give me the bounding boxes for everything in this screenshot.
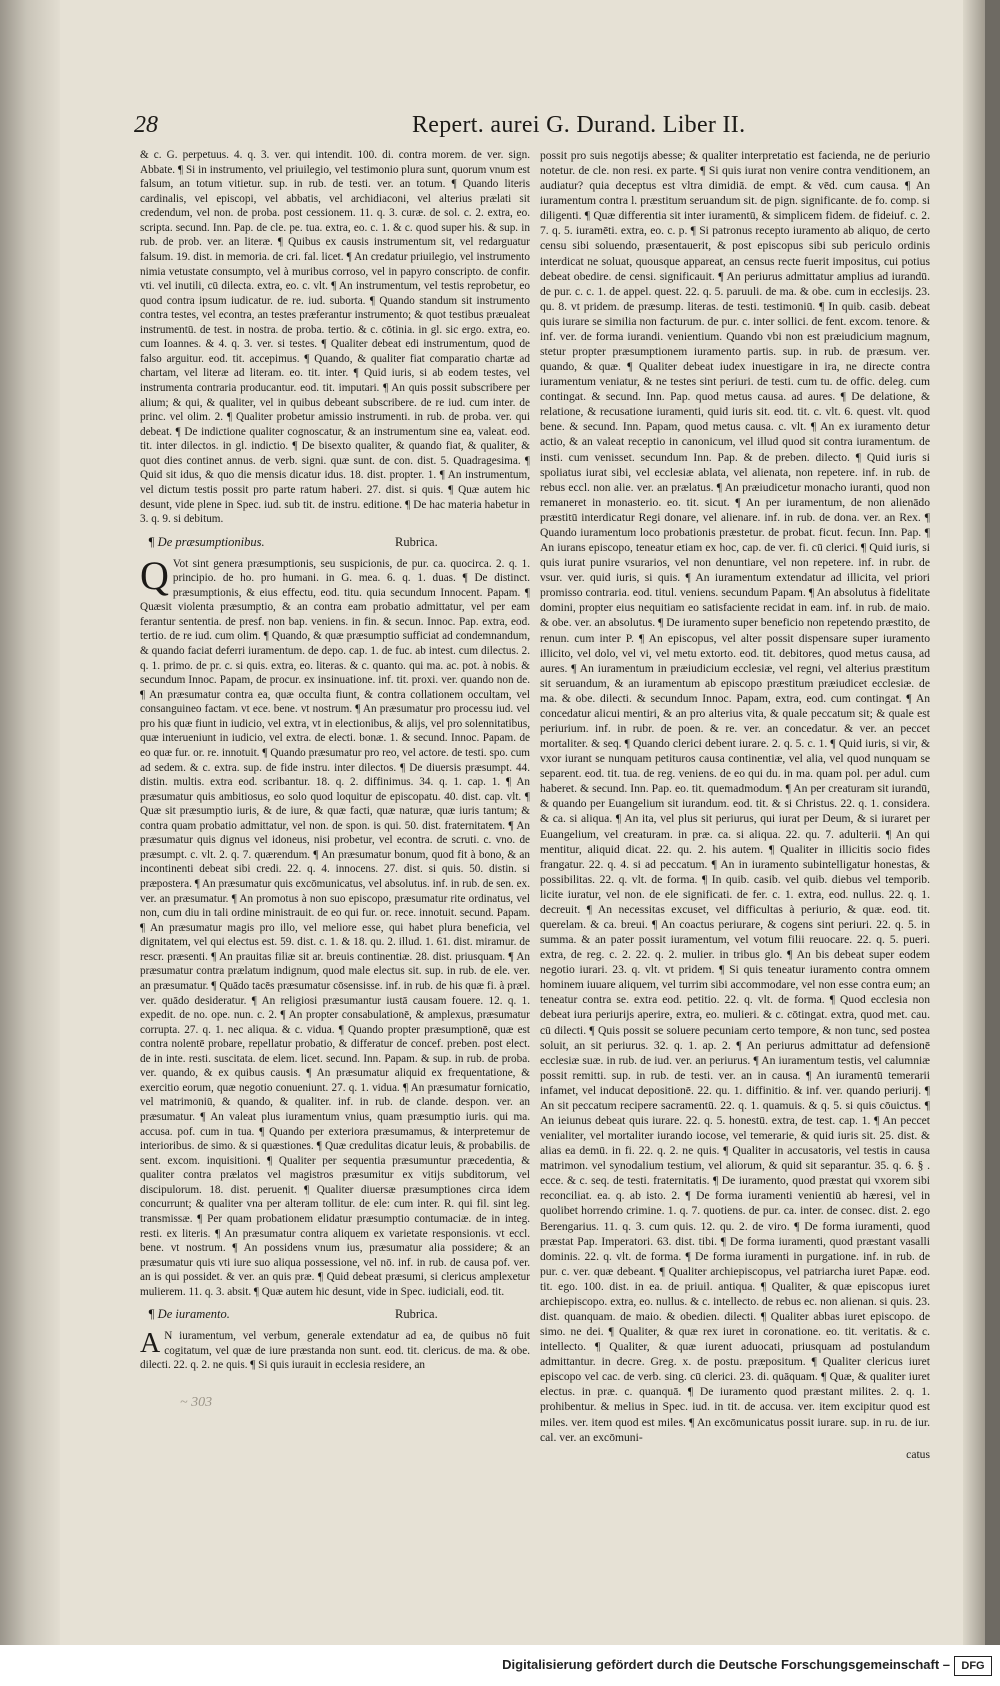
book-edge-right [963, 0, 985, 1645]
paragraph-instrumenta-end: & c. G. perpetuus. 4. q. 3. ver. qui intendit. 100. di. contra morem. de ver. sign. Abbate. ¶ Si in instrumento, vel priuilegio, vel testimonio plura sunt, quorum vnum est falsum, an totum vitietur. sup. in rub. de testi. ver. an totum. ¶ Quando literis cardinalis, vel episcopi, vel abbatis, vel archidiaconi, vel alterius prælati sit credendum, vel non. de proba. post cessionem. 11. q. 3. curæ. de sol. c. 2. extra, eo. scripta. secund. Inn. Pap. de cle. pe. tua. extra, eo. c. 1. & c. quod super his. & sup. in rub. de prob. ver. an literæ. ¶ Quibus ex causis instrumentum sit, vel redarguatur falsum. 19. dist. in memoria. de cri. fal. licet. ¶ An credatur priuilegio, vel instrumento nimia vetustate consumpto, vel à muribus corroso, vel in papyro conscripto. de confir. vti. vel inutili, cū dilecta. extra, eo. c. vlt. ¶ An instrumentum, vel testis reprobetur, eo quod contra ipsum iudicatur. de re. iud. suborta. ¶ Quando standum sit instrumento contra testes, vel econtra, an testes præferantur instrumento; & quot testibus præualeat instrumentū. de test. in nostra. de proba. tertio. & c. cōtinia. in gl. sic ergo. extra, eo. cum Ioannes. & 4. q. 3. ver. si testes. ¶ Qualiter debeat edi instrumentum, quod de falso arguitur. eod. tit. accepimus. ¶ Quando, & qualiter fiat comparatio chartæ ad chartam, vel literæ ad literam. eo. tit. inter. ¶ Quid iuris, si ab eodem testes, vel instrumenta contraria producantur. eod. tit. imputari. ¶ An quis possit subscribere per alium; & qui, & qualiter, vel in quibus debeant subscribere. de re iud. cum inter. de princ. vel olim. 2. ¶ Qualiter probetur amissio instrumenti. in rub. de proba. ver. qui debeat. ¶ De indictione qualiter cognoscatur, & an instrumentum sine ea, valeat. eod. tit. inter dilectos. in gl. indictio. ¶ De bisexto qualiter, & quando fiat, & qualiter, & quot dies continet annus. de verb. signi. quæ sunt. de con. dist. 5. Quadragesima. ¶ Quid sit idus, & quo die mensis dicatur idus. 18. dist. propter. 1. ¶ An instrumentum, vel dictum testis possit pro parte ratum haberi. 27. dist. si quis. ¶ Quæ autem hic desunt, vide plene in Spec. iud. sub tit. de instru. editione. ¶ De hac materia habetur in 3. q. 9. si debitum. [140, 149, 530, 526]
running-title: Repert. aurei G. Durand. Liber II. [412, 112, 746, 138]
rubric-title: ¶ De præsumptionibus. [148, 534, 265, 549]
folio-number: 28 [134, 112, 158, 138]
text-column-right [540, 148, 930, 1518]
paragraph-praesumptionibus [140, 552, 530, 1300]
rubric-title: ¶ De iuramento. [148, 1307, 230, 1322]
drop-capital: A [140, 1328, 161, 1360]
digitization-footer [0, 1645, 1000, 1686]
paragraph-text: Vot sint genera præsumptionis, seu suspicionis, de pur. ca. quocirca. 2. q. 1. principio. de ho. pro humani. in G. mea. 6. q. 1. duas. ¶ De distinct. præsumptionis, & eius effectu, eod. titu. quia secundum Innocent. Papam. ¶ Quæsit violenta præsumptio, & an contra eam probatio admittatur, vel per eam ferantur sententia. de presf. non bap. veniens. in fin. & secun. Innoc. Pap. extra, eod. tertio. de re iud. cum olim. ¶ Quando, & quæ præsumptio sufficiat ad condemnandum, & quando faciat deferri iuramentum. de depo. cap. 1. de fuc. ab intest. cum dilectus. 2. q. 1. primo. de pr. c. si quis. extra, eo. literas. & c. quanto. qui ma. ac. pot. à nobis. & secundum Innoc. Papam, de procur. ex insinuatione. inf. tit. proxi. ver. quando non de. ¶ An præsumatur contra ea, quæ occulta fiunt, & contra collationem occultam, vel consanguineo factam. vt ece. bene. vt nostrum. ¶ An præsumatur pro processu iud. vel pro his quæ fiunt in iudicio, vel extra, vt in electionibus, & alijs, vel pro solennitatibus, quæ interueniunt in iudicio, vel extra. de electi. bonæ. 1. & secund. Innoc. Papam. de eo quæ fur. or. re. innotuit. ¶ Quando præsumatur pro reo, vel actore. de testi. spo. cum ad sedem. & c. extra. sup. de fide instru. inter dilectos. ¶ De diuersis præsumpt. 44. distin. multis. extra eod. scribantur. 18. q. 2. diffinimus. 34. q. 1. cap. 1. ¶ An præsumatur quis ambitiosus, eo solo quod loquitur de episcopatu. 40. dist. cap. vlt. ¶ Quæ sit præsumptio iuris, & de iure, & quæ facti, quæ naturæ, quæ iuris tantum; & contra quam probatio admittatur, vel non. de spon. is qui. 50. dist. fraternitatem. ¶ An præsumatur quis dignus vel idoneus, nisi probetur, vel econtra. de scruti. c. vno. de præsumpt. c. vlt. 2. q. 7. quærendum. ¶ An præsumatur bonum, quod fit à bono, & an incontinenti debeat sibi credi. 22. q. 4. innocens. 27. dist. si quis. 50. distin. si præpostera. ¶ An præsumatur quis excōmunicatus, vel absolutus. inf. in rub. de sen. ex. ver. an præsumatur. ¶ An promotus à non suo episcopo, præsumatur rite ordinatus, vel non, cum diu in tali ordine ministrauit. de eo qui fur. or. rece. innotuit. secund. Papam. ¶ An præsumatur magis pro illo, vel meliore esse, qui habet plura beneficia, vel dignitatem, vel qui electus est. 59. dist. c. 1. & 18. qu. 2. illud. 1. 61. dist. miramur. de rescr. præsenti. ¶ An prauitas filiæ sit ar. breuis continentiæ. 28. dist. priusquam. ¶ An præsumatur contra prælatum indignum, quod male electus sit. sup. in rub. de ele. ver. an præsumatur. ¶ Quādo tacēs præsumatur cōsensisse. inf. in rub. de his quæ fi. à præl. ver. quādo desideratur. ¶ An religiosi præsumantur iustā causam fouere. 12. q. 1. expedit. de no. ope. nun. c. 2. ¶ An propter consabulationē, & amplexus, præsumatur corrupta. 27. q. 1. nec aliqua. & c. vidua. ¶ Quando propter præsumptionē, quæ est contra nolentē probare, repellatur probatio, & differatur de concef. preben. post elect. de in inte. resti. suscitata. de elem. licet. secund. Inn. Papam. & sup. in rub. de proba. ver. quando, & ex quibus causis. ¶ An præsumatur aliquid ex frequentatione, & exercitio eorum, quæ negotio conueniunt. 27. q. 1. vidua. ¶ An præsumatur fornicatio, vel matrimoniū, & quando, & qualiter. inf. in rub. de clande. despon. ver. an præsumatur. ¶ An valeat plus iuramentum vnius, quam præsumptio iuris. qui ma. accusa. pof. cum in tua. ¶ Quando per exteriora præsumamus, & interpretemur de interioribus. de simo. & si quæstiones. ¶ Quæ credulitas dicatur leuis, & probabilis. de sent. excom. inquisitioni. ¶ Qualiter per sequentia præsumuntur præcedentia, & qualiter contra prælatos vel magistros præsumitur ex vitijs subditorum, vel discipulorum. 18. dist. peruenit. ¶ Qualiter diuersæ præsumptiones circa idem concurrunt; & qualiter vna per alteram tollitur. de ele: cum inter. R. qui fil. sint leg. transmissæ. ¶ Per quam probationem elidatur præsumptio contumaciæ. de in integ. resti. ex literis. ¶ An præsumatur contra aliquem ex varietate responsionis. vt eccl. bene. vt nostrum. ¶ An possidens vnum ius, præsumatur alia possidere; & an præsumatur quis vti iure suo aliqua possessione, vel nō. inf. in rub. de causa pof. ver. an is qui possidet. & ver. an quis præ. ¶ Quid debeat præsumi, si clericus amplexetur mulierem. 11. q. 3. absit. ¶ Quæ autem hic desunt, vide in Spec. iudiciali, eod. tit. [140, 557, 530, 1298]
funding-credit: Digitalisierung gefördert durch die Deutsche Forschungsgemeinschaft – [502, 1657, 950, 1672]
text-column-left [140, 148, 530, 1388]
paragraph-iuramento [140, 1329, 530, 1373]
page-header [134, 112, 924, 142]
paragraph-iuramento-continued: possit pro suis negotijs abesse; & qualiter interpretatio est facienda, ne de periurio notetur. de cle. non resi. ex parte. ¶ Si quis iurat non venire contra venditionem, an audiatur? quia deceptus est vltra dimidiā. de empt. & vēd. cum causa. ¶ An iuramentum contra l. præstitum seruandum sit. de pign. significante. de fo. comp. si diligenti. ¶ Quæ differentia sit inter iuramentū, & simplicem fidem. de fideiuf. c. 2. 7. q. 5. iuramēti. extra, eo. c. p. ¶ Si patronus recepto iuramento ab aliquo, de certo censu sibi soluendo, præsentauerit, & post episcopus sibi sub periculo ordinis interdicat ne soluat, quousque appareat, an census recte fuerit impositus, cui potius debeat obedire. de censi. significauit. ¶ An periurus admittatur amplius ad iurandū. de pur. c. c. 1. de appel. quest. 22. q. 5. paruuli. de ma. & obe. cum in ecclesijs. 23. qu. 8. vt pridem. de præsump. literas. de testi. testimoniū. ¶ In quib. casib. debeat quis iurare se similia non facturum. de pur. c. inter sollici. de fent. excom. tenore. & inf. ver. de forma iurandi. venientium. Quando vbi non est præiudicium magnum, stetur propter præsumptionem iuramento partis. sup. in rub. de præsum. ver. quando, & quæ. ¶ Qualiter debeat iudex inuestigare in ira, ne directe contra iuramentum veniatur, & ne testes sint periuri. de testi. cum tu. de offic. deleg. cum contingat. & secund. Inn. Pap. quod metus causa. ad aures. ¶ De delatione, & relatione, & recusatione iuramenti, quid iuris sit. eod. tit. c. vlt. 6. quest. vlt. quod bene. & secund. Inn. Papam, quod metus causa. c. vlt. ¶ An ex iuramento detur actio, & an valeat receptio in canonicum, vel illud quod sit contra iuramentum. de insti. cum venisset. secundum Inn. Pap. & de preben. dilecto. ¶ Quid iuris si spoliatus iurat sibi, vel ecclesiæ ablata, vel alienata, non repetere. inf. in rub. de rebus eccl. non alie. ver. an prælatus. ¶ An præiudicetur monacho iuranti, quod non remaneret in monasterio. eo. tit. sicut. ¶ An per iuramentum, de non alienādo præstitū interdicatur Regi donare, vel alienare. inf. in rub. de dona. ver. an Rex. ¶ Quando iuramentum loco probationis præstetur. de probat. ficut. fecun. Inn. Pap. ¶ An iurans episcopo, teneatur etiam ex hoc, cap. de ver. fi. cū clerici. ¶ Quid iuris, si quis iurat punire vsurarios, vel non denuntiare, vel non repetere. inf. in rubr. de vsur. ver. quid iuris, si quis. ¶ An iuramentum extendatur ad illicita, vel priori promisso contraria. eod. titul. veniens. secundum Papam. ¶ An absolutus à fidelitate domini, propter eius nequitiam eo satisfaciente recidat in eam. inf. in rub. de maio. & obe. ver. an absolutus. ¶ De iuramento super beneficio non repetendo præstito, de renun. cum inter P. ¶ An episcopus, vel alter possit dispensare super iuramento illicito, vel dolo, vel vi, vel metu extorto. eod. tit. debitores, quod metus causa, ad aures. ¶ An iuramentum in præiudicium ecclesiæ, vel regni, vel alterius præstitum sit seruandum, & an iuramentum ab episcopo præstitum præiudicet ecclesiæ. de ma. & obe. dilecti. & secundum Innoc. Papam, extra, eod. cum contingat. ¶ An concedatur alicui mentiri, & an pro alterius vita, & quale peccatum sit; & quale est periurium. inf. in rubr. de poen. & re. ver. an concedatur. & ver. an peccet mortaliter. & seq. ¶ Quando clerici debent iurare. 2. q. 5. c. 1. ¶ Quid iuris, si vir, & vxor iurant se nunquam petituros causa continentiæ, vel alia, vel quod nunquam se separent. eod. tit. tua. de reg. veniens. de eo qui du. in ma. quam pol. per adul. cum haberet. & secund. Inn. Pap. eo. tit. quemadmodum. ¶ An per creaturam sit iurandū, & quando per Euangelium sit iurandum. eod. tit. & si Christus. 22. q. 1. considera. & ca. si aliqua. ¶ An ita, vel plus sit periurus, qui iurat per Deum, & si iuraret per Euangelium, vel creaturam. in præ. ca. si aliqua. 22. qu. 7. adulterii. ¶ An qui mentitur, aliquid dicat. 22. qu. 2. his autem. ¶ Qualiter in illicitis socio fides frangatur. 22. q. 4. si ad peccatum. ¶ An in iuramento subintelligatur honestas, & possibilitas. 22. q. vlt. de forma. ¶ In quib. casib. vel quib. diebus vel temporib. licite iuratur, vel non. de ele significati. de fer. c. 1. extra, eod. nullus. 22. q. 1. decreuit. ¶ An necessitas excuset, vel difficultas à periurio, & quæ. eod. tit. querelam. & ca. breui. ¶ An coactus periurare, & cogens sint periuri. 22. q. 5. in summa. & an pater possit iuramentum, vel votum filii reuocare. 22. q. 5. pueri. extra, de reg. c. 2. 22. q. 2. mulier. in tribus glo. ¶ An bis debeat super eodem negotio iurari. 23. q. vlt. vt pridem. ¶ Si quis teneatur iuramento contra omnem hominem iuuare aliquem, vel turrim sibi accommodare, vel non esse contra eum; an teneatur contra se. extra eod. petitio. 22. q. vlt. de forma. ¶ Quod ecclesia non debeat iura periurijs aperire, extra, eo. mulieri. & c. cōtingat. extra, quod met. cau. cū dilecti. ¶ Quis possit se soluere pecuniam certo tempore, & non tunc, sed postea soluit, an sit periurus. 32. q. 1. ap. 2. ¶ An periurus admittatur ad defensionē ecclesiæ suæ. in rub. de iud. ver. an periurus. ¶ An iuramentum testis, vel calumniæ possit remitti. sup. in rub. de testi. ver. an in causa. ¶ An iuramentū temerarii infamet, vel inducat depositionē. 22. qu. 1. diffinitio. & inf. ver. quando periurij. ¶ An sit peccatum recipere sacramentū. 22. q. 1. quamuis. & q. 5. si quis cōuictus. ¶ An ieiunus debeat quis iurare. 22. q. 5. honestū. extra, de test. cap. 1. ¶ An peccet venialiter, vel mortaliter iurando iocose, vel temerarie, & quid iuris sit. 25. dist. & alias ea demū. in fi. 22. q. 2. ne quis. ¶ Qualiter in accusatoris, vel testis in causa matrimon. vel synodalium testium, vel aliorum, & quid sit separantur. 35. q. 6. § . ecce. & c. seq. de testi. fraternitatis. ¶ De iuramento, quod præstat qui vxorem sibi reconciliat. ea. q. ab isto. 2. ¶ De forma iuramenti venientiū ab hæresi, vel in quolibet horrendo crimine. 1. q. 7. quotiens. de pur. ca. inter. de consec. dist. 2. ego Berengarius. 11. q. 3. cum quis. 12. qu. 2. de viro. ¶ De forma iuramenti, quod præstat Pap. Imperatori. 63. dist. tibi. ¶ De forma iuramenti, quod præstant vasalli dominis. 22. q. vlt. de forma. ¶ De forma iuramenti in purgatione. inf. in rub. de pur. c. ver. quæ debeant. ¶ Qualiter archiepiscopus, vel patriarcha iuret Papæ. eod. tit. ego. 100. dist. in ea. de priuil. antiqua. ¶ Qualiter, & quæ episcopus iuret archiepiscopo. extra, eo. nullus. & c. intellecto. de rebus ec. non alienan. si quis. 23. dist. quanquam. de maio. & obedien. dilecti. ¶ Qualiter abbas iuret episcopo. de simo. ne dei. ¶ Qualiter, & quæ rex iuret in coronatione. eo. tit. veritatis. & c. intellecto. ¶ Qualiter, & quæ iurent aduocati, priusquam ad postulandum admittantur. in decre. Greg. x. de postu. præpositum. ¶ Qualiter clericus iuret episcopo vel cac. de verb. sing. cū clerici. 23. di. quāquam. ¶ Quæ, & qualiter iuret electus. in præ. c. quanquā. ¶ De iuramento quod præstant milites. 2. q. 1. prohibentur. & melius in Spec. iud. in tit. de accusa. ver. item excipitur quod est miles. ver. item quod est miles. ¶ An excōmunicatus possit iurare. sup. in ru. de iur. cal. ver. an excōmuni- [540, 149, 930, 1444]
paragraph-text: N iuramentum, vel verbum, generale extendatur ad ea, de quibus nō fuit cogitatum, vel quæ de iure præstanda non sunt. eod. tit. clericus. de ma. & obe. dilecti. 22. q. 2. ne quis. ¶ Si quis iurauit in ecclesia residere, an [140, 1330, 530, 1372]
manuscript-note: ~ 303 [180, 1395, 213, 1410]
rubric-label: Rubrica. [395, 1307, 438, 1322]
dfg-logo: DFG [954, 1656, 992, 1676]
rubric-heading-iuramento [140, 1307, 530, 1323]
catchword: catus [906, 1447, 930, 1461]
book-edge-left [0, 0, 60, 1645]
drop-capital: Q [140, 552, 169, 598]
rubric-heading-praesumptionibus [140, 535, 530, 551]
rubric-label: Rubrica. [395, 534, 438, 549]
